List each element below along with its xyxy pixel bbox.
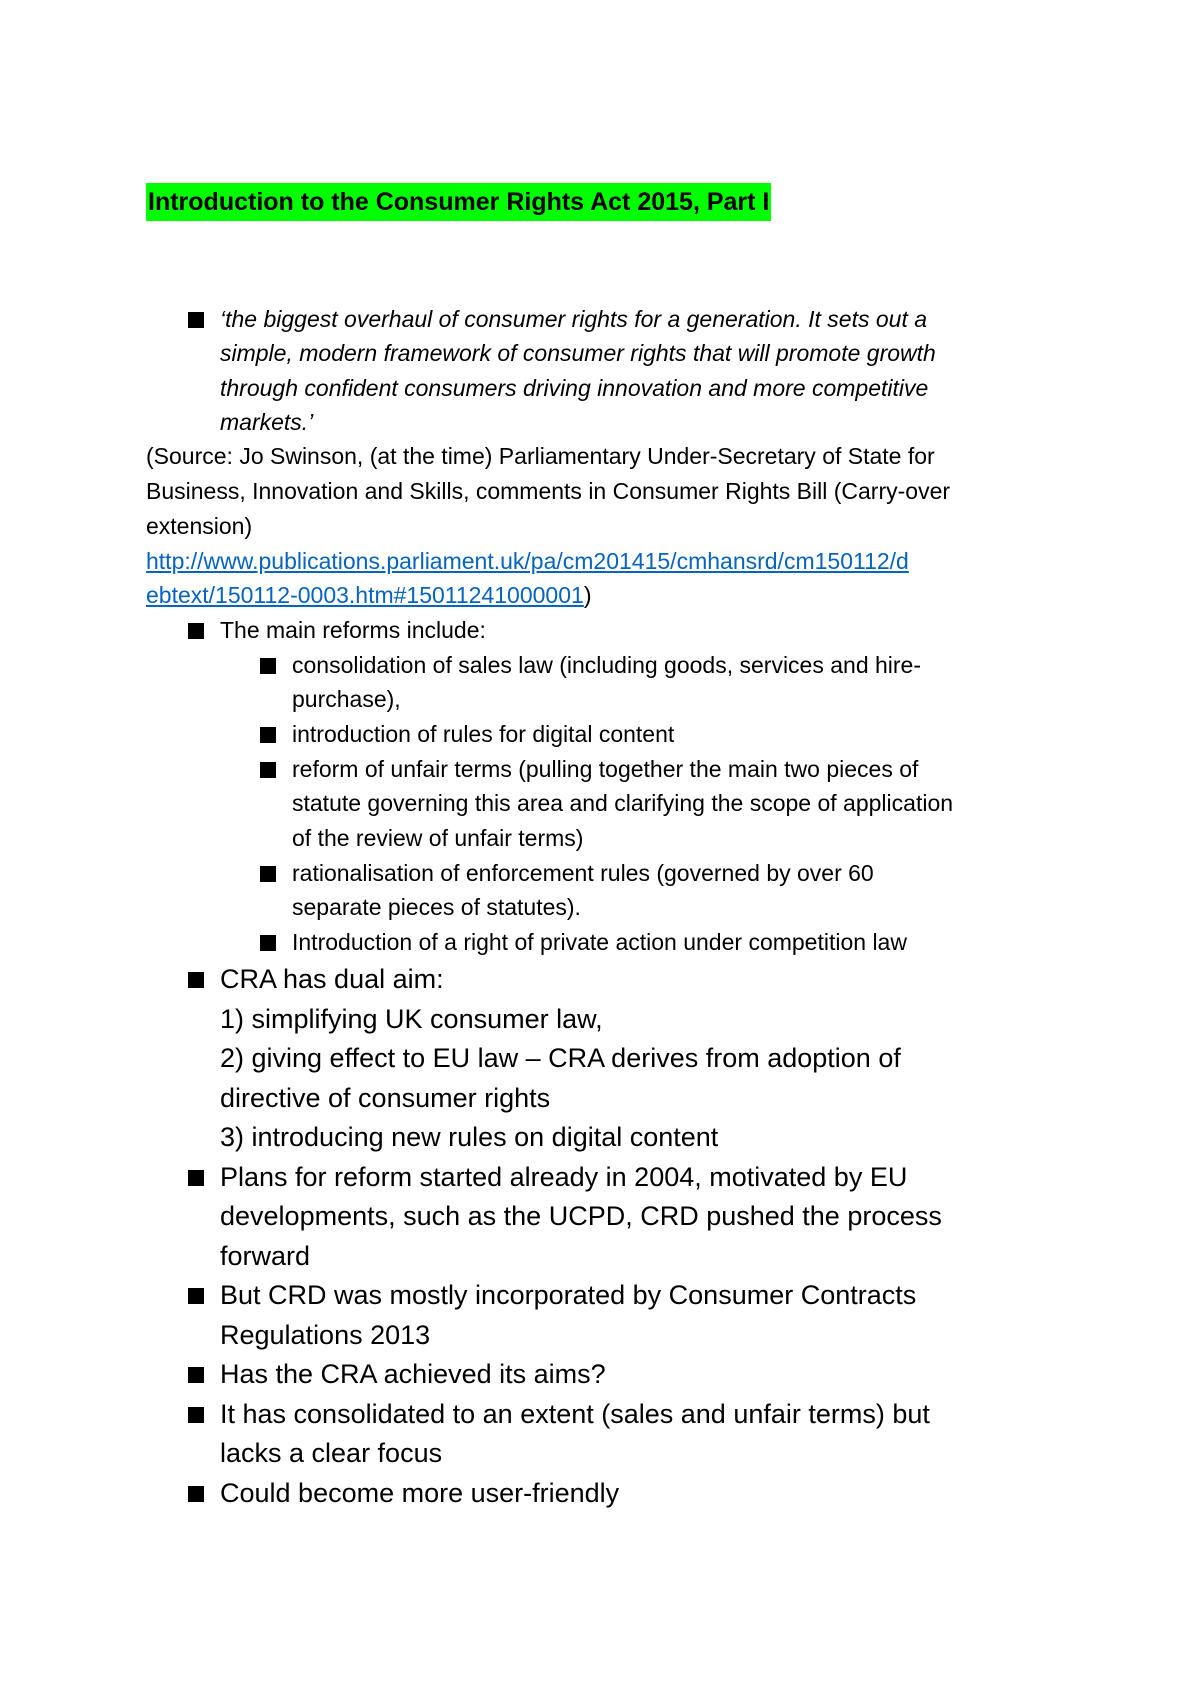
source-line: extension) <box>146 513 253 539</box>
source-link-line <box>146 544 909 579</box>
bullet-icon <box>260 727 276 743</box>
point-line: lacks a clear focus <box>220 1438 443 1468</box>
bullet-icon <box>188 1367 204 1383</box>
reform-item-line: consolidation of sales law (including goods, services and hire- <box>292 652 922 678</box>
point-line: Has the CRA achieved its aims? <box>220 1359 606 1389</box>
bullet-icon <box>188 1288 204 1304</box>
source-link[interactable]: http://www.publications.parliament.uk/pa/cm201415/cmhansrd/cm150112/d <box>146 548 909 574</box>
point-line: But CRD was mostly incorporated by Consumer Contracts <box>220 1280 917 1310</box>
source-line: (Source: Jo Swinson, (at the time) Parliamentary Under-Secretary of State for <box>146 443 935 469</box>
bullet-icon <box>188 1170 204 1186</box>
bullet-icon <box>188 1486 204 1502</box>
point-line: 1) simplifying UK consumer law, <box>220 1004 603 1034</box>
reform-item-line: purchase), <box>292 686 401 712</box>
source-close-paren: ) <box>583 582 592 608</box>
quote-line: through confident consumers driving innovation and more competitive <box>220 375 929 401</box>
reform-item-line: separate pieces of statutes). <box>292 894 581 920</box>
point-line: directive of consumer rights <box>220 1083 551 1113</box>
reform-item-line: reform of unfair terms (pulling together the main two pieces of <box>292 756 919 782</box>
reform-item-line: of the review of unfair terms) <box>292 825 584 851</box>
point-line: Regulations 2013 <box>220 1320 431 1350</box>
reform-item-line: Introduction of a right of private action under competition law <box>292 929 907 955</box>
reform-item-line: introduction of rules for digital content <box>292 721 675 747</box>
point-line: Could become more user-friendly <box>220 1478 620 1508</box>
source-link[interactable]: ebtext/150112-0003.htm#15011241000001 <box>146 582 584 608</box>
point-line: developments, such as the UCPD, CRD pushed the process <box>220 1201 942 1231</box>
page-title: Introduction to the Consumer Rights Act 2015, Part I <box>146 183 771 221</box>
point-line: Plans for reform started already in 2004, motivated by EU <box>220 1162 908 1192</box>
bullet-icon <box>260 935 276 951</box>
point-line: 2) giving effect to EU law – CRA derives from adoption of <box>220 1043 901 1073</box>
point-line: 3) introducing new rules on digital content <box>220 1122 719 1152</box>
reform-item-line: rationalisation of enforcement rules (governed by over 60 <box>292 860 874 886</box>
bullet-icon <box>260 866 276 882</box>
source-line: Business, Innovation and Skills, comments in Consumer Rights Bill (Carry-over <box>146 478 951 504</box>
reform-item-line: statute governing this area and clarifying the scope of application <box>292 790 954 816</box>
point-line: forward <box>220 1241 311 1271</box>
point-line: CRA has dual aim: <box>220 964 444 994</box>
bullet-icon <box>188 972 204 988</box>
quote-line: simple, modern framework of consumer rights that will promote growth <box>220 340 936 366</box>
point-line: It has consolidated to an extent (sales and unfair terms) but <box>220 1399 930 1429</box>
quote-line: ‘the biggest overhaul of consumer rights for a generation. It sets out a <box>220 306 928 332</box>
bullet-icon <box>188 623 204 639</box>
reforms-intro: The main reforms include: <box>220 617 486 643</box>
bullet-icon <box>188 312 204 328</box>
bullet-icon <box>260 762 276 778</box>
bullet-icon <box>188 1407 204 1423</box>
quote-line: markets.’ <box>220 409 314 435</box>
source-link-line <box>146 578 591 613</box>
bullet-icon <box>260 658 276 674</box>
